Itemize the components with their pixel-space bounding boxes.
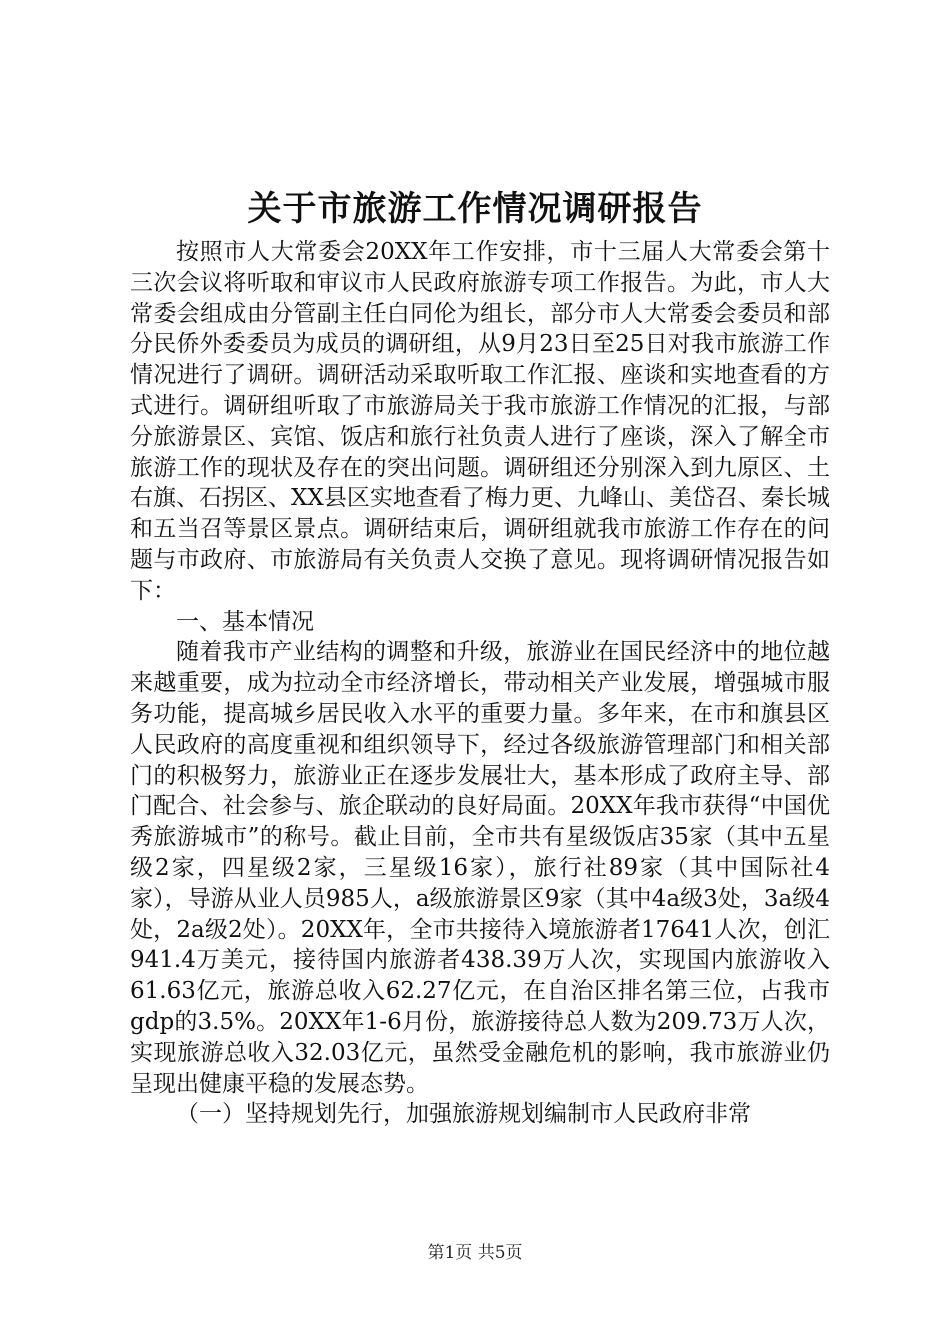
page-footer	[0, 1238, 950, 1263]
paragraph-intro: 按照市人大常委会20XX年工作安排，市十三届人大常委会第十三次会议将听取和审议市人民政府旅游专项工作报告。为此，市人大常委会组成由分管副主任白同伦为组长，部分市人大常委会委员和部分民侨外委委员为成员的调研组，从9月23日至25日对我市旅游工作情况进行了调研。调研活动采取听取工作汇报、座谈和实地查看的方式进行。调研组听取了市旅游局关于我市旅游工作情况的汇报，与部分旅游景区、宾馆、饭店和旅行社负责人进行了座谈，深入了解全市旅游工作的现状及存在的突出问题。调研组还分别深入到九原区、土右旗、石拐区、XX县区实地查看了梅力更、九峰山、美岱召、秦长城和五当召等景区景点。调研结束后，调研组就我市旅游工作存在的问题与市政府、市旅游局有关负责人交换了意见。现将调研情况报告如下：	[130, 239, 830, 604]
document-title: 关于市旅游工作情况调研报告	[247, 189, 703, 229]
section-heading-basic: 一、基本情况	[176, 608, 314, 635]
page-number-label: 第1页 共5页	[427, 1243, 523, 1263]
document-body	[130, 237, 830, 1130]
paragraph-basic-situation: 随着我市产业结构的调整和升级，旅游业在国民经济中的地位越来越重要，成为拉动全市经济增长，带动相关产业发展，增强城市服务功能，提高城乡居民收入水平的重要力量。多年来，在市和旗县区人民政府的高度重视和组织领导下，经过各级旅游管理部门和相关部门的积极努力，旅游业正在逐步发展壮大，基本形成了政府主导、部门配合、社会参与、旅企联动的良好局面。20XX年我市获得“中国优秀旅游城市”的称号。截止目前，全市共有星级饭店35家（其中五星级2家，四星级2家，三星级16家），旅行社89家（其中国际社4家），导游从业人员985人，a级旅游景区9家（其中4a级3处，3a级4处，2a级2处）。20XX年，全市共接待入境旅游者17641人次，创汇941.4万美元，接待国内旅游者438.39万人次，实现国内旅游收入61.63亿元，旅游总收入62.27亿元，在自治区排名第三位，占我市gdp的3.5%。20XX年1-6月份，旅游接待总人数为209.73万人次，实现旅游总收入32.03亿元，虽然受金融危机的影响，我市旅游业仍呈现出健康平稳的发展态势。	[130, 639, 830, 1097]
paragraph-subsection-1: （一）坚持规划先行，加强旅游规划编制市人民政府非常	[176, 1101, 751, 1128]
